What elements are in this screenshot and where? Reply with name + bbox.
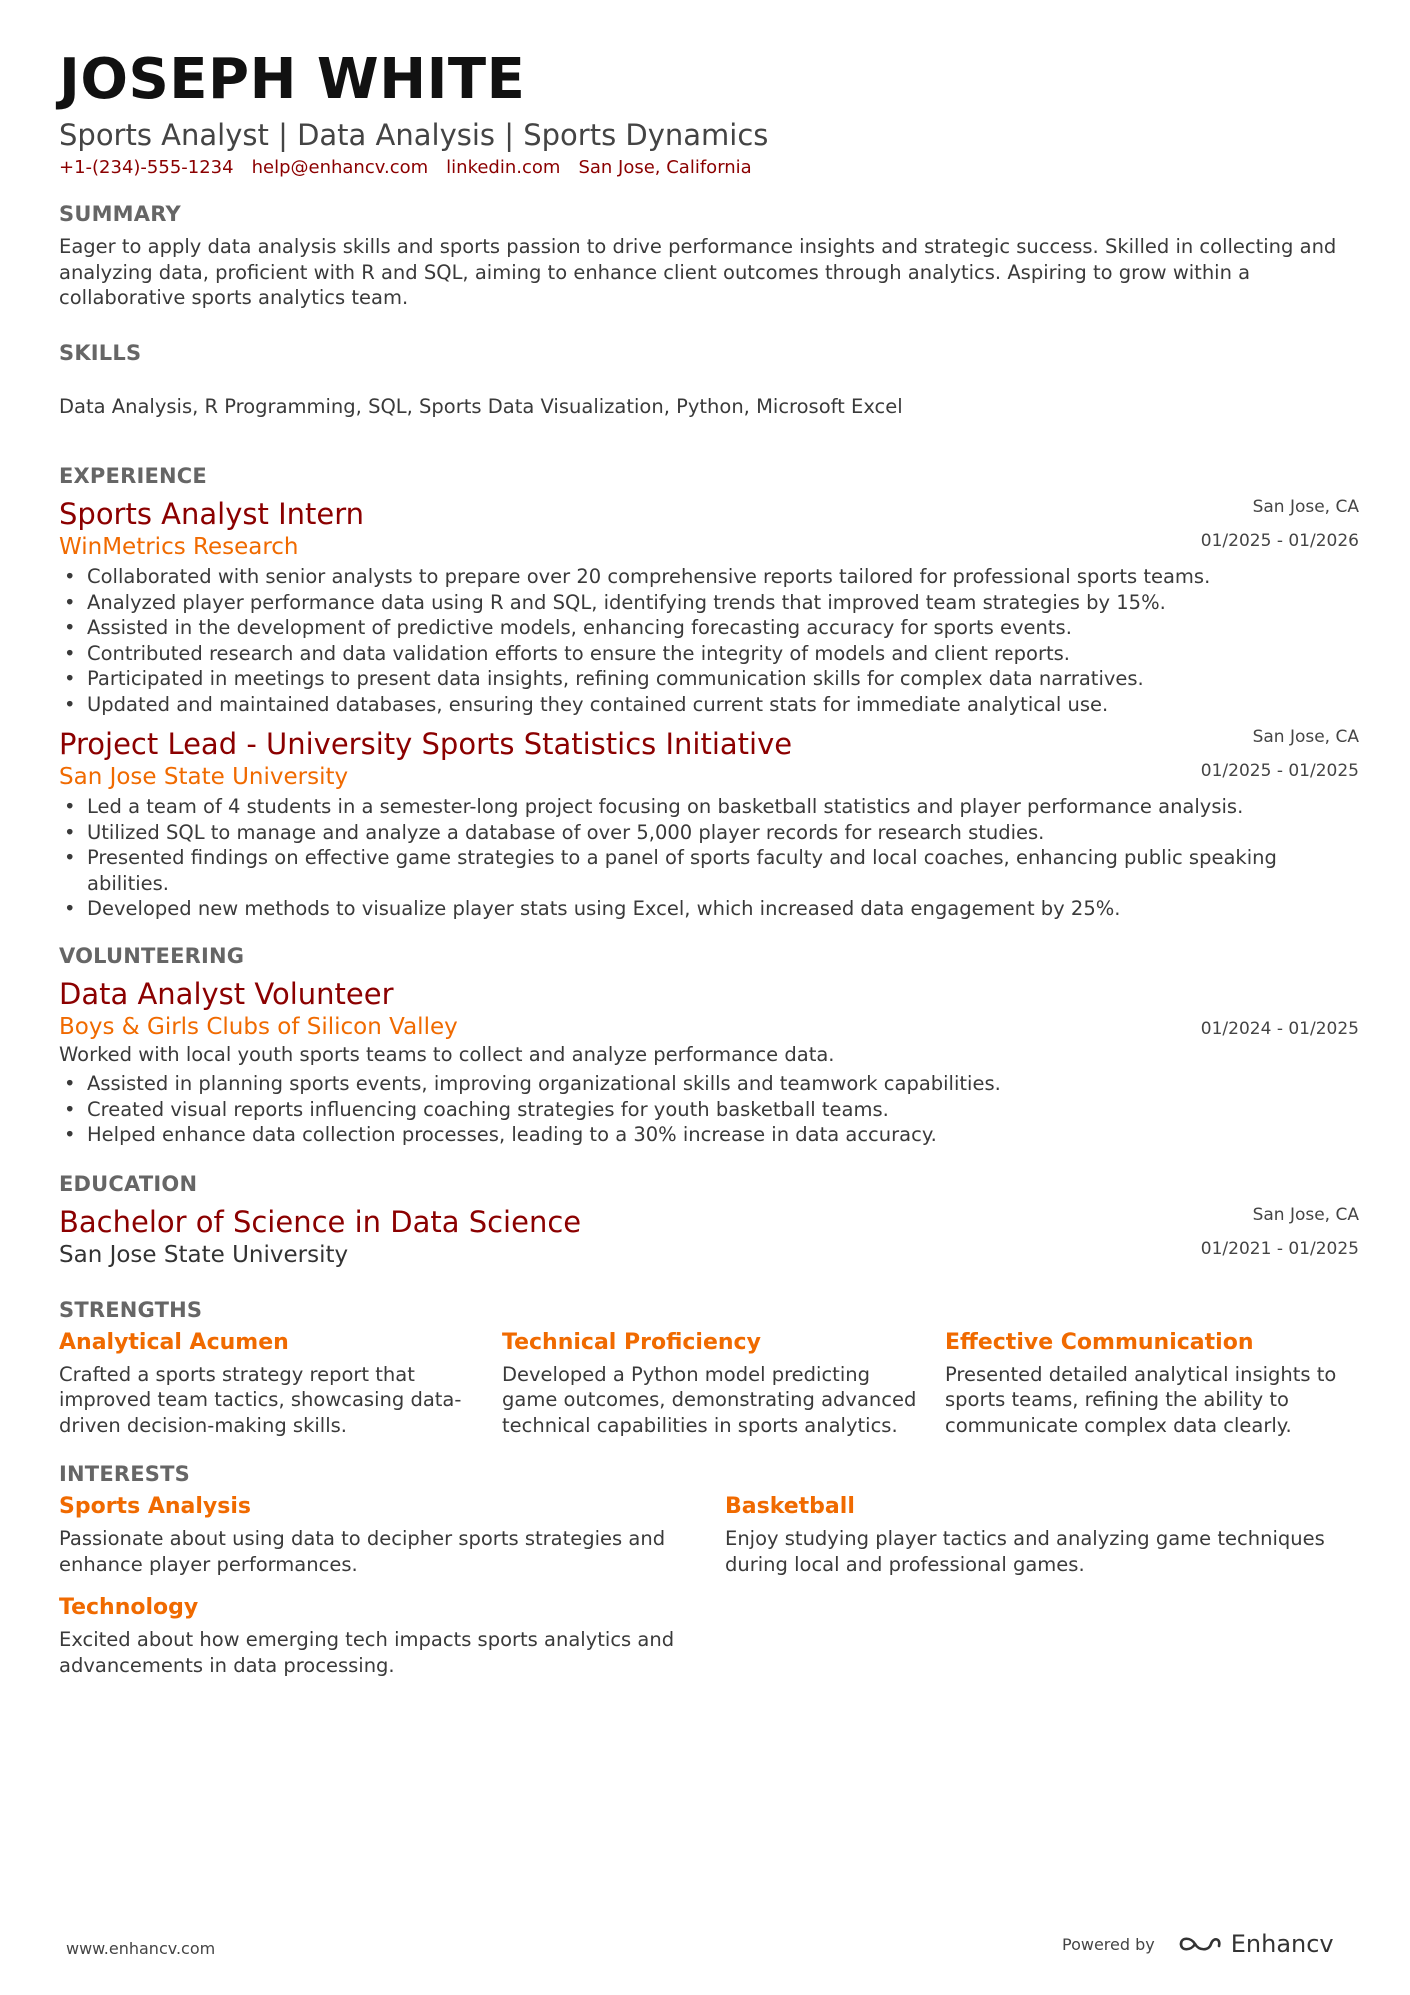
entry-role: Project Lead - University Sports Statistics Initiative	[59, 727, 793, 761]
strength-item	[502, 1328, 945, 1439]
entry-role: Data Analyst Volunteer	[59, 976, 394, 1011]
section-title: SKILLS	[59, 340, 142, 365]
section-title: VOLUNTEERING	[59, 943, 245, 968]
strengths-section	[59, 1296, 1359, 1439]
bullet-list	[59, 564, 1359, 717]
education-entry	[59, 1204, 1359, 1270]
summary-section	[59, 200, 1359, 311]
entry-org: WinMetrics Research	[59, 534, 299, 560]
headline: Sports Analyst | Data Analysis | Sports Dynamics	[59, 118, 769, 152]
entry-description: Worked with local youth sports teams to collect and analyze performance data.	[59, 1042, 835, 1066]
bullet-item: • Led a team of 4 students in a semester-long project focusing on basketball statistics and player performance analysis.	[59, 794, 1359, 820]
interests-section	[59, 1460, 1359, 1678]
footer-branding	[1062, 1930, 1334, 1958]
interest-desc: Passionate about using data to decipher sports strategies and enhance player performances.	[59, 1527, 666, 1576]
entry-location: San Jose, CA	[1252, 1204, 1359, 1225]
bullet-item: • Updated and maintained databases, ensuring they contained current stats for immediate analytical use.	[59, 692, 1359, 718]
entry-dates: 01/2025 - 01/2026	[1200, 531, 1359, 551]
experience-section	[59, 462, 1359, 922]
entry-dates: 01/2025 - 01/2025	[1200, 761, 1359, 781]
bullet-item: • Participated in meetings to present data insights, refining communication skills for complex data narratives.	[59, 666, 1359, 692]
section-title: EDUCATION	[59, 1171, 198, 1196]
email-link[interactable]: help@enhancv.com	[251, 157, 429, 178]
section-title: SUMMARY	[59, 202, 181, 226]
entry-org: Boys & Girls Clubs of Silicon Valley	[59, 1013, 458, 1040]
bullet-list	[59, 794, 1359, 922]
interests-grid	[59, 1492, 1359, 1678]
candidate-name: JOSEPH WHITE	[59, 47, 526, 112]
bullet-item: • Analyzed player performance data using R and SQL, identifying trends that improved team strategies by 15%.	[59, 590, 1359, 616]
interest-title: Basketball	[725, 1494, 855, 1519]
interest-desc: Enjoy studying player tactics and analyzing game techniques during local and professional games.	[725, 1527, 1325, 1576]
entry-dates: 01/2024 - 01/2025	[1200, 1018, 1359, 1039]
entry-location: San Jose, CA	[1252, 497, 1359, 517]
resume-content	[59, 44, 1359, 1678]
education-section	[59, 1170, 1359, 1270]
degree: Bachelor of Science in Data Science	[59, 1204, 582, 1239]
brand-name: Enhancv	[1230, 1930, 1334, 1958]
strength-desc: Developed a Python model predicting game outcomes, demonstrating advanced technical capabilities in sports analytics.	[502, 1362, 917, 1437]
phone[interactable]: +1-(234)-555-1234	[59, 157, 234, 178]
strength-desc: Presented detailed analytical insights to sports teams, refining the ability to communicate complex data clearly.	[945, 1362, 1337, 1437]
entry-org: San Jose State University	[59, 764, 349, 790]
strength-item	[59, 1328, 502, 1439]
bullet-item: • Collaborated with senior analysts to prepare over 20 comprehensive reports tailored for professional sports teams.	[59, 564, 1359, 590]
bullet-item: • Created visual reports influencing coaching strategies for youth basketball teams.	[59, 1097, 1359, 1123]
skills-text: Data Analysis, R Programming, SQL, Sports Data Visualization, Python, Microsoft Excel	[59, 394, 903, 418]
strength-title: Technical Proficiency	[502, 1329, 761, 1355]
bullet-item: • Presented findings on effective game strategies to a panel of sports faculty and local coaches, enhancing public speaking abilities.	[59, 845, 1359, 896]
powered-by-label: Powered by	[1062, 1934, 1155, 1954]
interest-item	[725, 1492, 1359, 1577]
skills-section	[59, 339, 1359, 420]
volunteering-entry	[59, 976, 1359, 1148]
entry-location: San Jose, CA	[1252, 727, 1359, 747]
strength-title: Analytical Acumen	[59, 1329, 289, 1355]
header	[59, 44, 1359, 180]
bullet-list	[59, 1071, 1359, 1148]
section-title: STRENGTHS	[59, 1297, 203, 1322]
enhancv-logo-icon	[1177, 1932, 1223, 1956]
school: San Jose State University	[59, 1241, 349, 1268]
entry-role: Sports Analyst Intern	[59, 497, 365, 531]
entry-dates: 01/2021 - 01/2025	[1200, 1238, 1359, 1259]
section-title: EXPERIENCE	[59, 464, 207, 488]
bullet-item: • Assisted in planning sports events, improving organizational skills and teamwork capabilities.	[59, 1071, 1359, 1097]
brand-logo[interactable]	[1177, 1930, 1334, 1958]
experience-entry	[59, 496, 1359, 717]
bullet-item: • Assisted in the development of predictive models, enhancing forecasting accuracy for sports events.	[59, 615, 1359, 641]
interest-title: Technology	[59, 1595, 199, 1620]
strengths-grid	[59, 1328, 1359, 1439]
interest-item	[59, 1492, 725, 1577]
interest-title: Sports Analysis	[59, 1494, 251, 1519]
strength-item	[945, 1328, 1359, 1439]
section-title: INTERESTS	[59, 1462, 190, 1486]
bullet-item: • Utilized SQL to manage and analyze a database of over 5,000 player records for research studies.	[59, 820, 1359, 846]
bullet-item: • Helped enhance data collection processes, leading to a 30% increase in data accuracy.	[59, 1122, 1359, 1148]
linkedin-link[interactable]: linkedin.com	[446, 157, 561, 178]
entry-meta	[1201, 496, 1359, 552]
volunteering-section	[59, 942, 1359, 1148]
entry-meta	[1201, 1204, 1359, 1260]
strength-title: Effective Communication	[945, 1329, 1254, 1355]
bullet-item: • Contributed research and data validation efforts to ensure the integrity of models and client reports.	[59, 641, 1359, 667]
summary-text: Eager to apply data analysis skills and sports passion to drive performance insights and strategic success. Skilled in collecting and analyzing data, proficient with R and SQL, aiming to enhance client outcomes through analytics. Aspiring to grow within a collaborative sports analytics team.	[59, 235, 1337, 309]
entry-meta	[1201, 1018, 1359, 1040]
interest-desc: Excited about how emerging tech impacts sports analytics and advancements in data processing.	[59, 1628, 675, 1677]
bullet-item: • Developed new methods to visualize player stats using Excel, which increased data engagement by 25%.	[59, 896, 1359, 922]
contact-line	[59, 156, 1359, 180]
entry-meta	[1201, 726, 1359, 782]
experience-entry	[59, 726, 1359, 922]
footer-website[interactable]: www.enhancv.com	[66, 1939, 216, 1958]
strength-desc: Crafted a sports strategy report that improved team tactics, showcasing data-driven decision-making skills.	[59, 1362, 462, 1437]
location: San Jose, California	[578, 157, 752, 178]
interest-item	[59, 1593, 725, 1678]
